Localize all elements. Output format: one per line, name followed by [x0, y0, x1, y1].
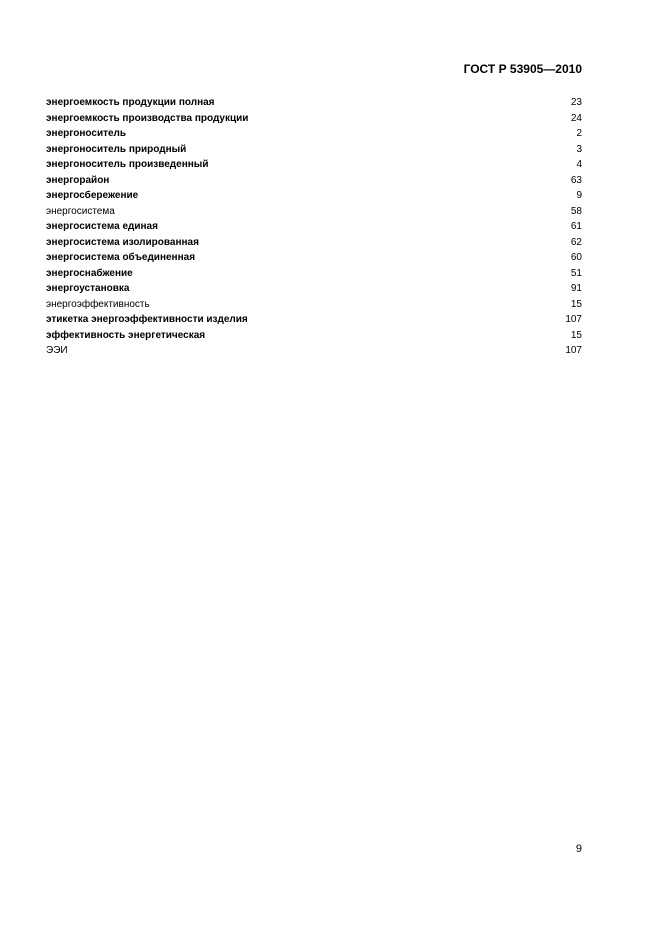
- index-entry: [46, 281, 582, 297]
- index-page-number: 2: [576, 128, 582, 139]
- index-term: этикетка энергоэффективности изделия: [46, 314, 248, 325]
- index-page-number: 58: [570, 205, 582, 217]
- document-code: ГОСТ Р 53905—2010: [463, 62, 582, 76]
- index-page-number: 15: [570, 298, 582, 310]
- index-term: энергорайон: [46, 174, 110, 186]
- index-entry: [46, 95, 582, 111]
- index-term: энергоноситель: [46, 128, 127, 139]
- index-entry: [46, 219, 582, 235]
- index-entry: [46, 266, 582, 282]
- index-entry: [46, 343, 582, 359]
- index-entry: [46, 173, 582, 189]
- index-term: энергосистема: [46, 205, 115, 217]
- index-page-number: 4: [576, 159, 582, 170]
- index-entry: [46, 312, 582, 328]
- index-entry: [46, 297, 582, 313]
- index-page-number: 3: [576, 143, 582, 155]
- index-page-number: 107: [565, 314, 582, 325]
- index-term: энергоемкость производства продукции: [46, 112, 249, 124]
- index-term: энергоноситель произведенный: [46, 159, 209, 170]
- index-page-number: 24: [570, 112, 582, 124]
- index-term: энергосистема изолированная: [46, 236, 199, 248]
- index-entry: [46, 188, 582, 204]
- index-term: энергосистема объединенная: [46, 252, 196, 263]
- index-entry: [46, 126, 582, 142]
- index-term: ЭЭИ: [46, 345, 68, 356]
- index-page-number: 15: [570, 329, 582, 341]
- index-page-number: 91: [570, 283, 582, 294]
- index-page-number: 9: [576, 190, 582, 201]
- index-list: [46, 95, 582, 359]
- index-entry: [46, 142, 582, 158]
- index-entry: [46, 328, 582, 344]
- index-entry: [46, 250, 582, 266]
- index-term: энергоустановка: [46, 283, 130, 294]
- index-term: эффективность энергетическая: [46, 329, 206, 341]
- index-entry: [46, 204, 582, 220]
- index-term: энергоэффективность: [46, 298, 150, 310]
- index-page-number: 61: [570, 221, 582, 232]
- index-page-number: 51: [570, 267, 582, 279]
- index-page-number: 63: [570, 174, 582, 186]
- index-page-number: 62: [570, 236, 582, 248]
- index-page-number: 107: [565, 345, 582, 356]
- index-entry: [46, 157, 582, 173]
- page-number: 9: [575, 843, 582, 855]
- index-entry: [46, 235, 582, 251]
- index-term: энергоснабжение: [46, 267, 133, 279]
- index-term: энергоноситель природный: [46, 143, 187, 155]
- index-entry: [46, 111, 582, 127]
- index-term: энергосбережение: [46, 190, 139, 201]
- index-term: энергоемкость продукции полная: [46, 97, 215, 108]
- index-page-number: 23: [570, 97, 582, 108]
- index-page-number: 60: [570, 252, 582, 263]
- index-term: энергосистема единая: [46, 221, 158, 232]
